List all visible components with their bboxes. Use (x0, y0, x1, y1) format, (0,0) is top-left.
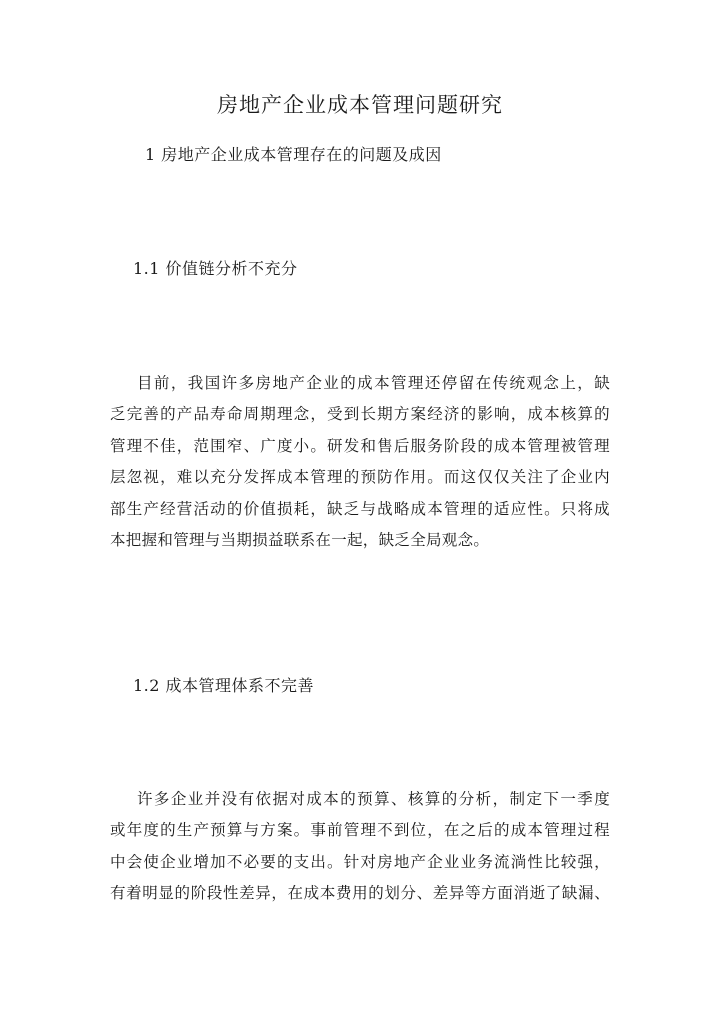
paragraph-value-chain (110, 368, 610, 556)
paragraph-line: 乏完善的产品寿命周期理念，受到长期方案经济的影响，成本核算的 (110, 405, 610, 424)
paragraph-line: 层忽视，难以充分发挥成本管理的预防作用。而这仅仅关注了企业内 (110, 468, 610, 487)
paragraph-line: 本把握和管理与当期损益联系在一起，缺乏全局观念。 (110, 530, 490, 549)
paragraph-cost-system (110, 784, 610, 910)
paragraph-line: 许多企业并没有依据对成本的预算、核算的分析，制定下一季度 (137, 790, 610, 808)
paragraph-line: 有着明显的阶段性差异，在成本费用的划分、差异等方面消逝了缺漏、 (110, 884, 610, 903)
paragraph-line: 中会使企业增加不必要的支出。针对房地产企业业务流淌性比较强， (110, 852, 610, 871)
subsection-heading-1-2: 1.2 成本管理体系不完善 (133, 676, 315, 695)
paragraph-line: 部生产经营活动的价值损耗，缺乏与战略成本管理的适应性。只将成 (110, 499, 610, 518)
subsection-heading-1-1: 1.1 价值链分析不充分 (133, 259, 298, 278)
section-heading: 1 房地产企业成本管理存在的问题及成因 (145, 145, 442, 164)
document-title: 房地产企业成本管理问题研究 (217, 93, 503, 117)
paragraph-line: 管理不佳，范围窄、广度小。研发和售后服务阶段的成本管理被管理 (110, 436, 610, 455)
paragraph-line: 目前，我国许多房地产企业的成本管理还停留在传统观念上，缺 (137, 374, 610, 392)
paragraph-line: 或年度的生产预算与方案。事前管理不到位，在之后的成本管理过程 (110, 821, 610, 840)
